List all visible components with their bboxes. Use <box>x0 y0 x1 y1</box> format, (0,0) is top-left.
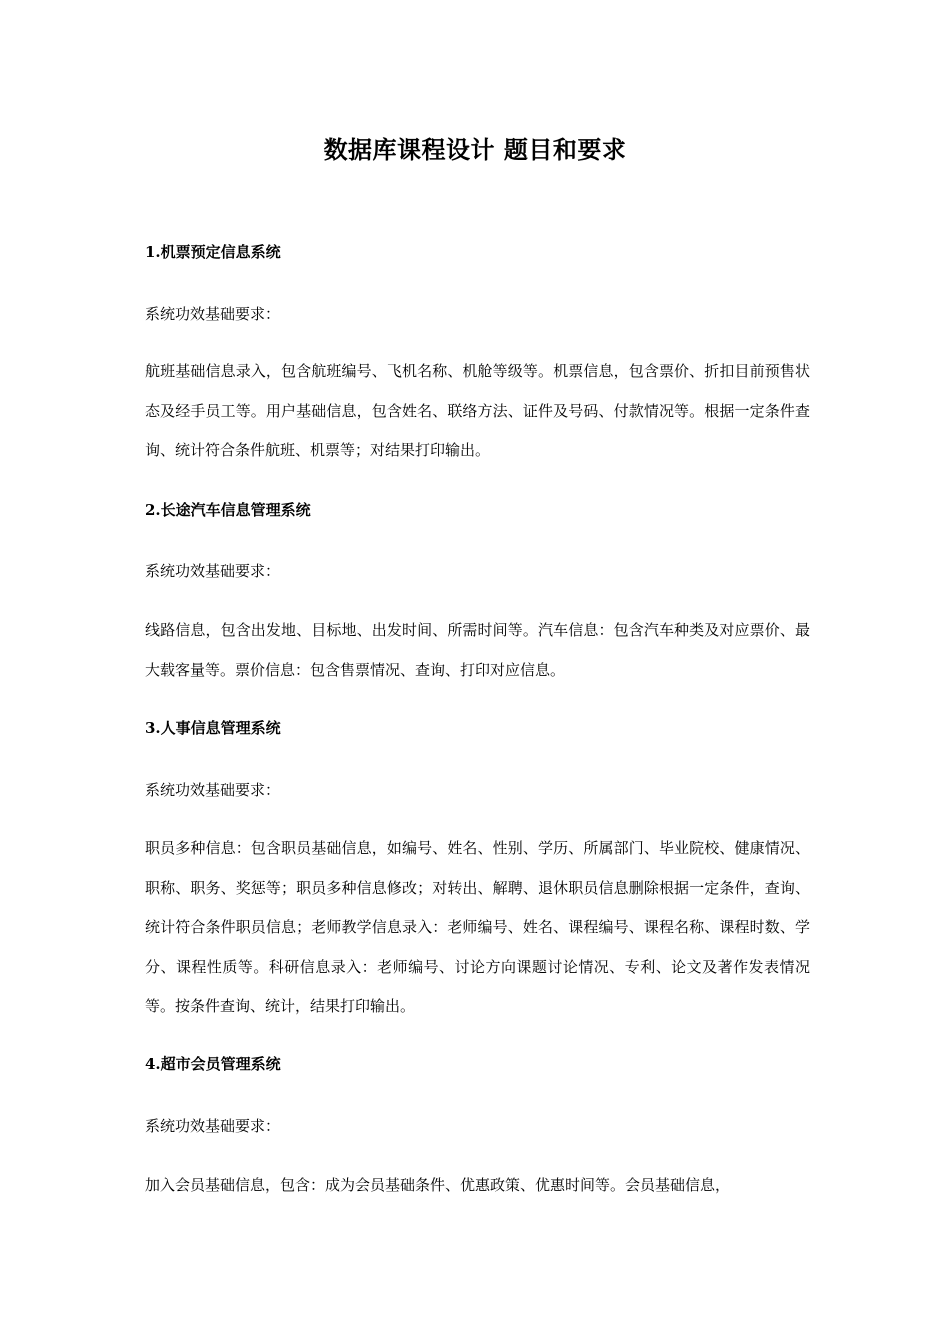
section-heading: 2.长途汽车信息管理系统 <box>145 501 311 519</box>
requirement-label: 系统功效基础要求： <box>145 781 281 799</box>
requirement-label: 系统功效基础要求： <box>145 1117 281 1135</box>
section-paragraph: 职员多种信息：包含职员基础信息，如编号、姓名、性别、学历、所属部门、毕业院校、健康情况、职称、职务、奖惩等；职员多种信息修改；对转出、解聘、退休职员信息删除根据一定条件，查询、统计符合条件职员信息；老师教学信息录入：老师编号、姓名、课程编号、课程名称、课程时数、学分、课程性质等。科研信息录入：老师编号、讨论方向课题讨论情况、专利、论文及著作发表情况等。按条件查询、统计，结果打印输出。 <box>145 839 810 1015</box>
document-title: 数据库课程设计 题目和要求 <box>323 135 627 164</box>
section-heading: 3.人事信息管理系统 <box>145 719 281 737</box>
requirement-label: 系统功效基础要求： <box>145 562 281 580</box>
section-heading: 1.机票预定信息系统 <box>145 243 281 261</box>
section-heading: 4.超市会员管理系统 <box>145 1055 281 1073</box>
section-paragraph: 线路信息，包含出发地、目标地、出发时间、所需时间等。汽车信息：包含汽车种类及对应票价、最大载客量等。票价信息：包含售票情况、查询、打印对应信息。 <box>145 621 810 679</box>
requirement-label: 系统功效基础要求： <box>145 305 281 323</box>
section-paragraph: 航班基础信息录入，包含航班编号、飞机名称、机舱等级等。机票信息，包含票价、折扣目前预售状态及经手员工等。用户基础信息，包含姓名、联络方法、证件及号码、付款情况等。根据一定条件查询、统计符合条件航班、机票等；对结果打印输出。 <box>145 362 810 459</box>
section-paragraph: 加入会员基础信息，包含：成为会员基础条件、优惠政策、优惠时间等。会员基础信息， <box>145 1176 731 1194</box>
